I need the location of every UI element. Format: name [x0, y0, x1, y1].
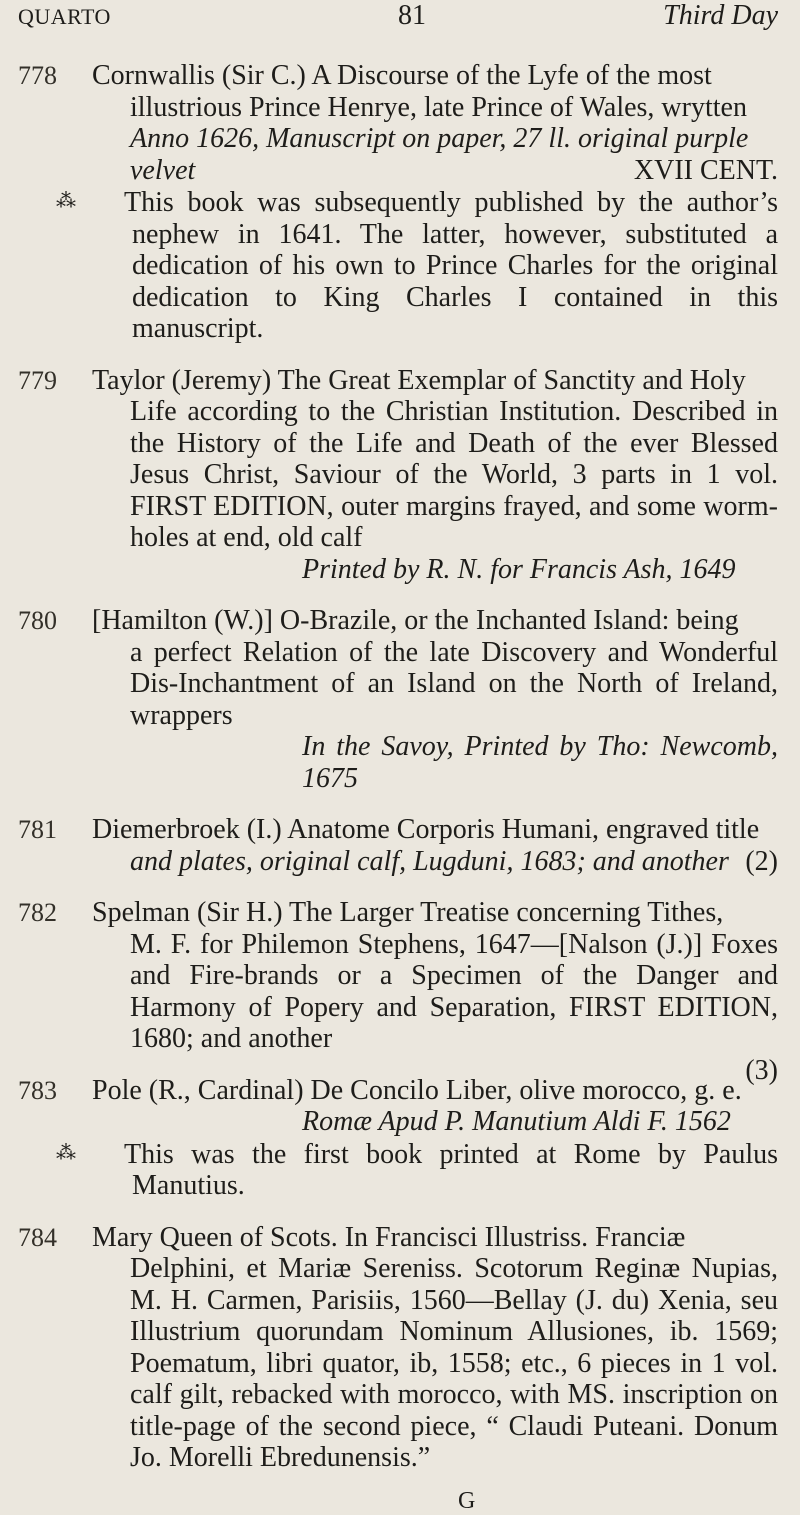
lot-number: 784 [18, 1222, 57, 1252]
lot-line-group [92, 846, 778, 878]
lot-imprint: Romæ Apud P. Manutium Aldi F. 1562 [302, 1106, 731, 1137]
lot-number: 781 [18, 815, 57, 844]
page-number: 81 [398, 0, 426, 31]
lot-century: XVII CENT. [633, 154, 778, 186]
lot-description [92, 1222, 778, 1474]
lot-description [56, 60, 778, 345]
lot-note [56, 186, 778, 345]
lot-entry [18, 365, 778, 586]
lot-count: (2) [745, 845, 778, 877]
lot-entry [18, 605, 778, 794]
lot-entry [18, 814, 778, 877]
lot-line: illustrious Prince Henrye, late Prince of Wales, wrytten [130, 91, 747, 123]
header-sale-day: Third Day [663, 0, 778, 31]
lot-description [92, 365, 778, 586]
lot-number: 783 [18, 1075, 57, 1105]
asterism-icon: ⁂ [56, 1141, 74, 1164]
lot-line: Taylor (Jeremy) The Great Exemplar of Sanctity and Holy [92, 364, 746, 396]
lot-number: 780 [18, 606, 57, 635]
lot-entry [18, 1075, 778, 1202]
lot-line: Cornwallis (Sir C.) A Discourse of the Lyfe of the most [92, 60, 712, 91]
lot-entry [18, 897, 778, 1086]
lot-line: and plates, original calf, Lugduni, 1683; and another [130, 845, 729, 877]
lot-list [18, 60, 778, 1474]
lot-line: Anno 1626, Manuscript on paper, 27 ll. original purple [130, 123, 749, 154]
lot-imprint: In the Savoy, Printed by Tho: Newcomb, 1675 [302, 731, 778, 794]
lot-description [92, 897, 778, 1086]
lot-note-text: This was the first book printed at Rome by Paulus Manutius. [124, 1138, 778, 1201]
lot-description [92, 814, 778, 877]
lot-line: Life according to the Christian Institution. Described in the History of the Life and Death of the ever Blessed Jesus Christ, Saviour of the World, 3 parts in 1 vol. FIRST EDITION, outer margins frayed, and some worm-holes at end, old calf [130, 396, 778, 553]
running-head [18, 0, 778, 60]
lot-line: Diemerbroek (I.) Anatome Corporis Humani, engraved title [92, 814, 760, 845]
lot-line: Spelman (Sir H.) The Larger Treatise concerning Tithes, [92, 897, 724, 928]
asterism-icon: ⁂ [56, 190, 74, 212]
lot-number: 779 [18, 365, 57, 395]
signature-mark: G [458, 1487, 476, 1514]
header-format: QUARTO [18, 4, 111, 29]
lot-number: 782 [18, 898, 57, 927]
lot-description [56, 1074, 778, 1202]
lot-line: Pole (R., Cardinal) De Concilo Liber, olive morocco, g. e. [92, 1074, 742, 1106]
lot-line: a perfect Relation of the late Discovery and Wonderful Dis-Inchantment of an Island on the North of Ireland, wrappers [130, 636, 778, 731]
lot-entry [18, 1222, 778, 1474]
lot-line: [Hamilton (W.)] O-Brazile, or the Inchanted Island: being [92, 605, 739, 636]
lot-note-text: This book was subsequently published by the author’s nephew in 1641. The latter, however, substituted a dedication of his own to Prince Charles for the original dedication to King Charles I contained in this manuscript. [124, 187, 778, 344]
lot-line-group [92, 155, 778, 187]
lot-count: (3) [745, 1054, 778, 1086]
lot-binding: velvet [130, 154, 196, 186]
lot-entry [18, 60, 778, 345]
lot-description [92, 605, 778, 794]
lot-note [56, 1138, 778, 1202]
lot-number: 778 [18, 61, 57, 90]
lot-imprint: Printed by R. N. for Francis Ash, 1649 [302, 553, 736, 585]
lot-line: Delphini, et Mariæ Sereniss. Scotorum Reginæ Nupias, M. H. Carmen, Parisiis, 1560—Bellay (J. du) Xenia, seu Illustrium quorundam Nominum Allusiones, ib. 1569; Poematum, libri quator, ib, 1558; etc., 6 pieces in 1 vol. calf gilt, rebacked with morocco, with MS. inscription on title-page of the second piece, “ Claudi Puteani. Donum Jo. Morelli Ebredunensis.” [130, 1253, 778, 1473]
lot-line: M. F. for Philemon Stephens, 1647—[Nalson (J.)] Foxes and Fire-brands or a Specimen of the Danger and Harmony of Popery and Separation, FIRST EDITION, 1680; and another [130, 928, 778, 1054]
lot-line: Mary Queen of Scots. In Francisci Illustriss. Franciæ [92, 1221, 686, 1253]
